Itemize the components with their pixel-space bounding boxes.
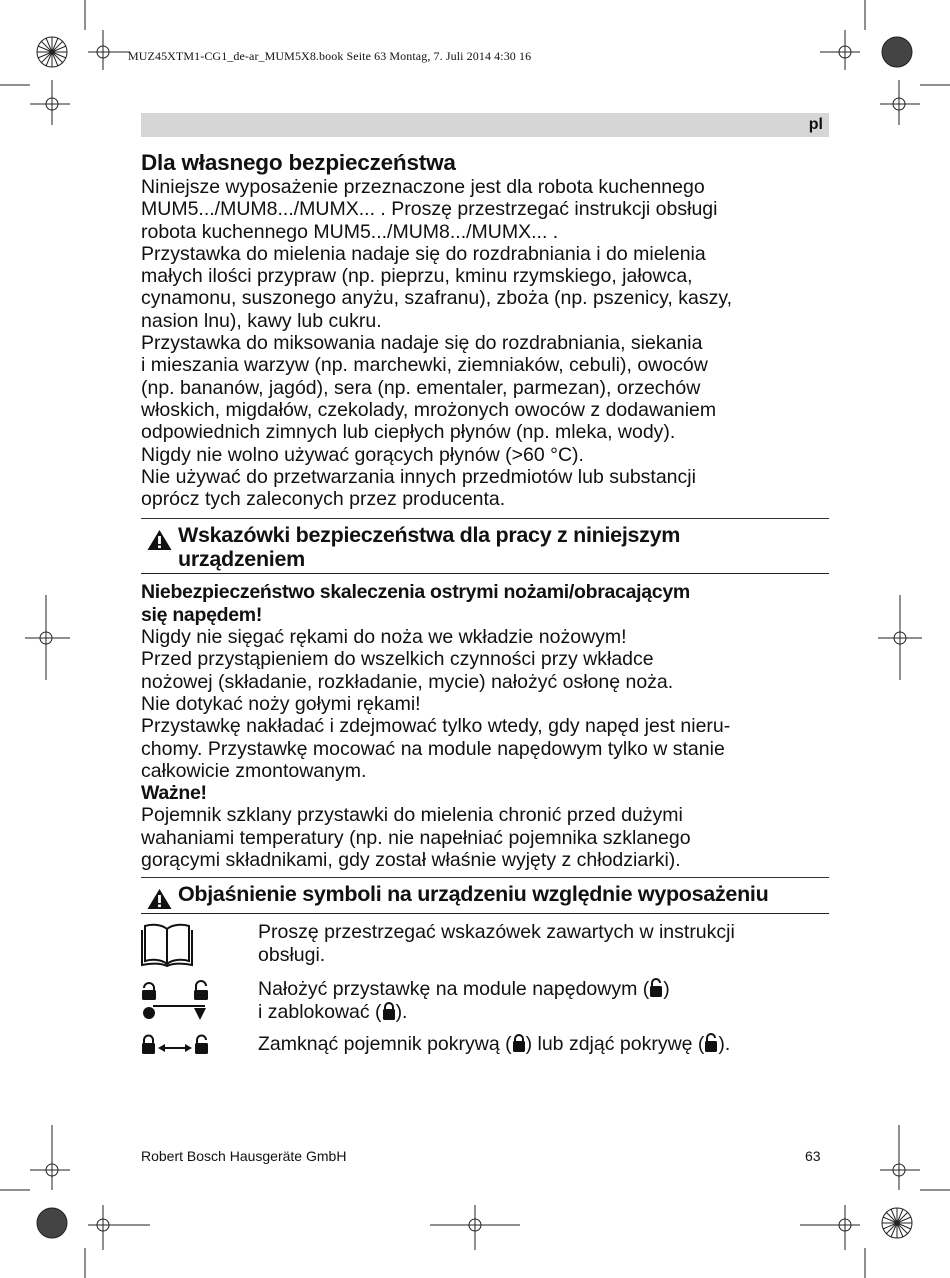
text-line: Nie używać do przetwarzania innych przedmiotów lub substancji [141,465,696,488]
symbol-description [258,978,670,1023]
text-line: całkowicie zmontowanym. [141,759,367,782]
text-line: MUM5.../MUM8.../MUMX... . Proszę przestrzegać instrukcji obsługi [141,198,718,221]
symbol-icon-cell [141,978,258,1027]
symbol-icon-cell [141,921,258,972]
section-header-symbols [141,877,829,914]
unlocked-padlock-icon [704,1033,718,1053]
footer-company: Robert Bosch Hausgeräte GmbH [141,1148,347,1164]
text-line: włoskich, migdałów, czekolady, mrożonych owoców z dodawaniem [141,398,717,421]
section-title-safety: Dla własnego bezpieczeństwa [141,150,456,175]
text-line: nasion lnu), kawy lub cukru. [141,309,382,332]
text-line: robota kuchennego MUM5.../MUM8.../MUMX... . [141,220,559,243]
symbol-text-line [258,1001,670,1023]
symbol-text-line: Proszę przestrzegać wskazówek zawartych w instrukcji [258,921,735,944]
text-line: chomy. Przystawkę mocować na module napędowym tylko w stanie [141,737,725,760]
section1-body [141,176,829,510]
text-line: Nigdy nie sięgać rękami do noża we wkładzie nożowym! [141,626,627,649]
symbol-text-part: ) [663,978,670,1001]
print-header: MUZ45XTM1-CG1_de-ar_MUM5X8.book Seite 63 Montag, 7. Juli 2014 4:30 16 [128,49,532,63]
section-title-line: urządzeniem [178,547,305,572]
section-title-safety-instructions [178,523,680,571]
book-icon [141,921,193,967]
symbol-text-part: ). [718,1033,731,1056]
warning-triangle-icon [141,882,178,911]
symbol-text-line: obsługi. [258,943,326,966]
text-line: wahaniami temperatury (np. nie napełniać pojemnika szklanego [141,826,691,849]
text-line: Pojemnik szklany przystawki do mielenia chronić przed dużymi [141,804,683,827]
sunburst-mark-bottom-right [882,1208,912,1238]
unlocked-padlock-icon [649,978,663,998]
text-line: nożowej (składanie, rozkładanie, mycie) nałożyć osłonę noża. [141,670,674,693]
text-line: (np. bananów, jagód), sera (np. ementaler, parmezan), orzechów [141,376,701,399]
text-line: odpowiednich zimnych lub ciepłych płynów (np. mleka, wody). [141,421,676,444]
text-line: Przed przystąpieniem do wszelkich czynności przy wkładce [141,648,654,671]
section-title-line: Wskazówki bezpieczeństwa dla pracy z niniejszym [178,523,681,548]
text-line: oprócz tych zaleconych przez producenta. [141,488,506,511]
symbol-row [141,978,829,1027]
filled-mark-top-right [882,37,912,67]
text-line: małych ilości przypraw (np. pieprzu, kminu rzymskiego, jałowca, [141,265,693,288]
symbol-row [141,921,829,972]
danger-subheading: się napędem! [141,603,263,626]
lock-arrow-unlock-icon [141,1033,209,1057]
page-number: 63 [805,1148,821,1164]
symbol-text-part: Nałożyć przystawkę na module napędowym ( [258,978,650,1001]
text-line: Niniejsze wyposażenie przeznaczone jest dla robota kuchennego [141,176,705,198]
text-line: Przystawka do miksowania nadaje się do rozdrabniania, siekania [141,332,703,355]
sunburst-mark-top-left [37,37,67,67]
section-title-symbols: Objaśnienie symboli na urządzeniu względnie wyposażeniu [178,882,769,907]
symbol-description [258,921,735,966]
text-line: gorącymi składnikami, gdy został właśnie wyjęty z chłodziarki). [141,849,681,872]
page-content [141,150,829,1068]
section-header-safety-instructions [141,518,829,574]
symbol-text-part: Zamknąć pojemnik pokrywą ( [258,1033,512,1056]
text-line: Nie dotykać noży gołymi rękami! [141,692,421,715]
symbol-text-line [258,978,670,1000]
locked-padlock-icon [382,1001,396,1021]
language-tab-bar [141,113,829,137]
text-line: i mieszania warzyw (np. marchewki, ziemniaków, cebuli), owoców [141,354,708,377]
lock-unlock-arrow-icon [141,978,209,1022]
locked-padlock-icon [512,1033,526,1053]
symbol-text-part: ). [395,1000,408,1023]
text-line: Nigdy nie wolno używać gorących płynów (>60 °C). [141,443,584,466]
language-code: pl [808,116,823,133]
symbol-text-part: i zablokować ( [258,1000,382,1023]
symbol-icon-cell [141,1033,258,1062]
symbol-description [258,1033,730,1055]
danger-subheading: Niebezpieczeństwo skaleczenia ostrymi nożami/obracającym [141,581,690,604]
text-line: Przystawkę nakładać i zdejmować tylko wtedy, gdy napęd jest nieru- [141,715,731,738]
warning-triangle-icon [141,523,178,552]
text-line: cynamonu, suszonego anyżu, szafranu), zboża (np. pszenicy, kaszy, [141,287,733,310]
text-line: Przystawka do mielenia nadaje się do rozdrabniania i do mielenia [141,242,706,265]
filled-mark-bottom-left [37,1208,67,1238]
symbol-text-part: ) lub zdjąć pokrywę ( [525,1033,705,1056]
important-label: Ważne! [141,782,207,805]
symbol-row [141,1033,829,1062]
